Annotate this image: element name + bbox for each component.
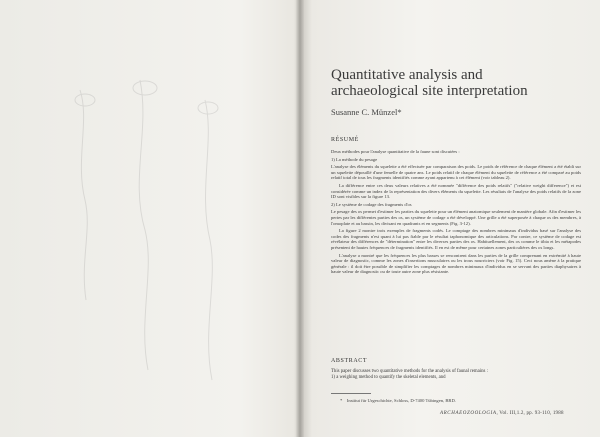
resume-paragraph-4: La figure 2 montre trois exemples de fragments codés. Le comptage des nombres minimaux d'individus basé sur l'analyse des codes des fragments n'est quant à lui pas fiable par le résultat taphonomique des articulations. Par contre, ce système de codage est révélateur des différences de "détermination" entre les diverses parties des os. Habituellement, des os comme le tibia et les métapodes présentent de hautes fréquences de fragments identifiés. Il en est de même pour certaines zones particulières des os longs. — [331, 228, 581, 250]
article-title — [331, 67, 551, 99]
journal-details: , Vol. III,1.2, pp. 93-110, 1988 — [496, 411, 564, 416]
resume-paragraph-5: L'analyse a montré que les fréquences les plus basses se rencontrent dans les parties de la grille comprenant en extrémité à haute valeur de diagnostic, comme les zones d'insertions musculaires ou les trous nourriciers (voir Fig. 15). Ceci nous amène à la pratique générale : il doit être possible de simplifier les comptages de nombres minimaux d'individus en se servant des parties diaphysaires à haute valeur de diagnostic ou de toute autre zone plus résistante. — [331, 252, 581, 275]
footnote-mark: * — [340, 398, 343, 403]
title-line-2: archaeological site interpretation — [331, 83, 528, 99]
title-line-1: Quantitative analysis and — [331, 67, 483, 83]
resume-paragraph-1: L'analyse des éléments du squelette a été effectuée par comparaison des poids. Le poids de référence de chaque élément a été établi sur un squelette dépouillé d'une femelle de quatre ans. Le poids relatif de chaque élément du squelette de référence a été comparé au poids relatif total de tous les fragments identifiés comme ayant appartenu à cet élément (voir tableau 2). — [331, 164, 581, 181]
journal-name: ARCHAEOZOOLOGIA — [440, 411, 497, 416]
resume-paragraph-2: La différence entre ces deux valeurs relatives a été nommée "différence des poids relatifs" ("relative weight difference") et est considérée comme un index de la représentation des divers éléments du squelette. Les résultats de l'analyse des poids relatifs de la zone ID sont visibles sur la figure 13. — [331, 182, 581, 200]
footnote-text: Institut für Urgeschichte, Schloss, D-7400 Tübingen, BRD. — [346, 398, 456, 403]
footnote — [340, 398, 456, 403]
abstract-line-2: 1) a weighing method to quantify the skeletal elements, and — [331, 375, 446, 380]
journal-citation — [440, 411, 564, 416]
resume-heading: RÉSUMÉ — [331, 137, 359, 143]
resume-paragraph-3: Le pesage des os permet d'estimer les parties du squelette pour un élément anatomique seulement de manière globale. Afin d'estimer les pertes par les différentes parties des os, un système de codage a été développé. Une grille a été superposée à chaque os des membres, à l'omoplate et au bassin, les divisant en quadrants et en segments (Fig. 3-12). — [331, 209, 581, 226]
footnote-rule — [331, 393, 371, 394]
abstract-text — [331, 369, 586, 381]
resume-item2-heading: 2) Le système de codage des fragments d'os — [331, 201, 412, 207]
author-name: Susanne C. Münzel* — [331, 107, 402, 117]
abstract-line-1: This paper discusses two quantitative methods for the analysis of faunal remains : — [331, 369, 488, 374]
resume-intro: Deux méthodes pour l'analyse quantitative de la faune sont discutées : — [331, 149, 460, 154]
abstract-heading: ABSTRACT — [331, 358, 368, 364]
resume-item1-heading: 1) La méthode du pesage — [331, 156, 378, 162]
book-gutter — [296, 0, 304, 437]
resume-body — [331, 149, 581, 277]
